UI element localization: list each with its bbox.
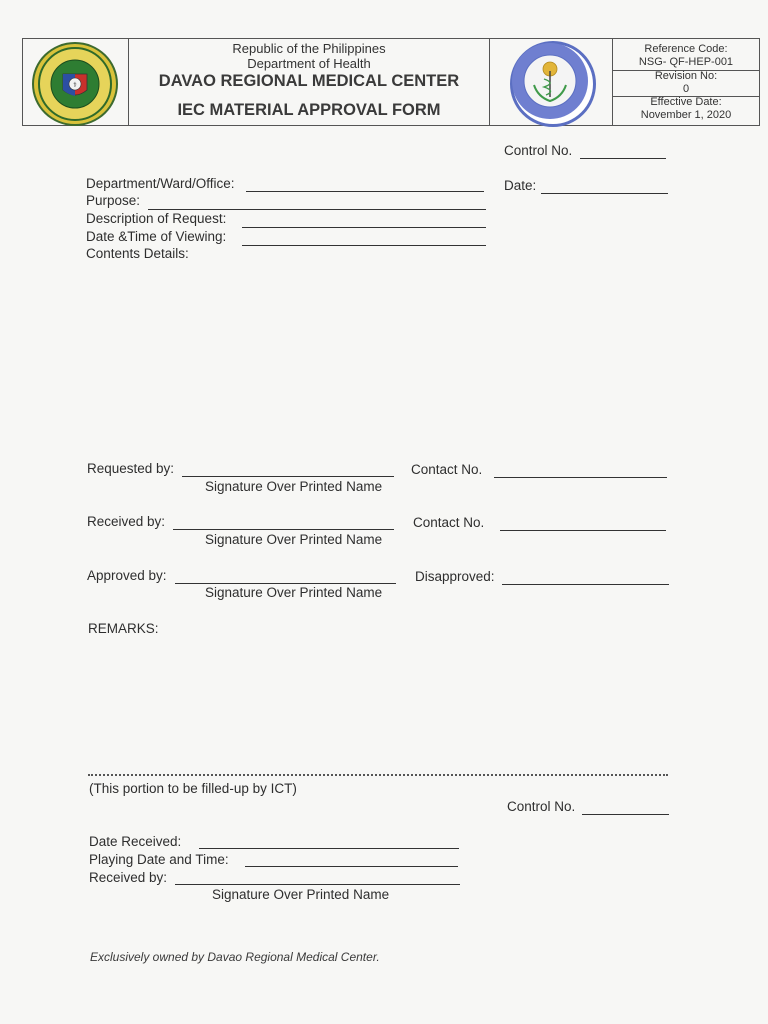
approved-by-field[interactable] xyxy=(175,583,396,584)
approved-by-label: Approved by: xyxy=(87,568,167,583)
date-label: Date: xyxy=(504,178,537,193)
ict-control-no-field[interactable] xyxy=(582,814,669,815)
disapproved-label: Disapproved: xyxy=(415,569,495,584)
received-by-field[interactable] xyxy=(173,529,394,530)
disapproved-field[interactable] xyxy=(502,584,669,585)
requester-contact-label: Contact No. xyxy=(411,462,483,477)
revision-label: Revision No: xyxy=(654,70,718,82)
cut-dotted-divider xyxy=(88,774,668,776)
requested-by-field[interactable] xyxy=(182,476,394,477)
date-time-viewing-field[interactable] xyxy=(242,245,486,246)
reference-code-value: NSG- QF-HEP-001 xyxy=(638,56,734,68)
svg-text:⚕: ⚕ xyxy=(73,81,77,89)
department-label: Department/Ward/Office: xyxy=(86,176,235,191)
playing-date-time-field[interactable] xyxy=(245,866,458,867)
received-by-label: Received by: xyxy=(87,514,166,529)
doh-seal-emblem-icon xyxy=(34,44,116,124)
form-header xyxy=(22,38,760,126)
date-field[interactable] xyxy=(541,193,668,194)
control-no-label: Control No. xyxy=(504,143,573,158)
receiver-contact-label: Contact No. xyxy=(413,515,485,530)
requested-by-signature-caption: Signature Over Printed Name xyxy=(205,479,383,494)
requester-contact-field[interactable] xyxy=(494,477,667,478)
effective-date-value: November 1, 2020 xyxy=(640,109,732,121)
department-field[interactable] xyxy=(246,191,484,192)
header-department: Department of Health xyxy=(247,56,371,71)
drmc-seal-emblem-icon xyxy=(510,41,590,121)
effective-date-label: Effective Date: xyxy=(650,96,722,108)
reference-code-label: Reference Code: xyxy=(644,43,728,55)
description-label: Description of Request: xyxy=(86,211,227,226)
remarks-label: REMARKS: xyxy=(88,621,159,636)
ict-received-by-label: Received by: xyxy=(89,870,168,885)
ict-note: (This portion to be filled-up by ICT) xyxy=(89,781,297,796)
reference-cell xyxy=(613,39,759,125)
receiver-contact-field[interactable] xyxy=(500,530,666,531)
requested-by-label: Requested by: xyxy=(87,461,175,476)
revision-value: 0 xyxy=(682,83,690,95)
playing-date-time-label: Playing Date and Time: xyxy=(89,852,229,867)
contents-details-label: Contents Details: xyxy=(86,246,189,261)
drmc-seal xyxy=(510,41,596,127)
ict-control-no-label: Control No. xyxy=(507,799,576,814)
date-received-field[interactable] xyxy=(199,848,459,849)
purpose-label: Purpose: xyxy=(86,193,141,208)
description-field[interactable] xyxy=(242,227,486,228)
doh-seal xyxy=(32,42,118,126)
purpose-field[interactable] xyxy=(148,209,486,210)
approved-by-signature-caption: Signature Over Printed Name xyxy=(205,585,383,600)
ownership-footer: Exclusively owned by Davao Regional Medical Center. xyxy=(90,950,380,964)
form-title: IEC MATERIAL APPROVAL FORM xyxy=(177,101,441,119)
title-cell xyxy=(129,39,490,125)
ict-signature-caption: Signature Over Printed Name xyxy=(212,887,390,902)
doh-seal-cell xyxy=(23,39,129,125)
received-by-signature-caption: Signature Over Printed Name xyxy=(205,532,383,547)
header-republic: Republic of the Philippines xyxy=(232,41,386,56)
remarks-area[interactable] xyxy=(88,640,668,760)
drmc-seal-cell xyxy=(490,39,613,125)
date-received-label: Date Received: xyxy=(89,834,182,849)
control-no-field[interactable] xyxy=(580,158,666,159)
contents-details-area[interactable] xyxy=(86,266,668,446)
ict-received-by-field[interactable] xyxy=(175,884,460,885)
header-org-name: DAVAO REGIONAL MEDICAL CENTER xyxy=(158,72,460,90)
date-time-viewing-label: Date &Time of Viewing: xyxy=(86,229,227,244)
